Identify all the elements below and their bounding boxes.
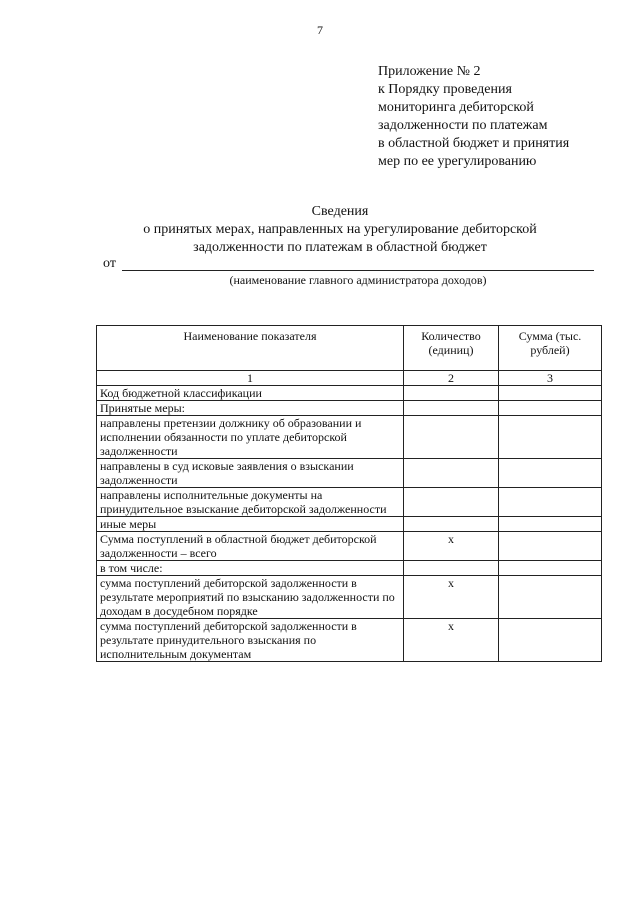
appendix-line: в областной бюджет и принятия [378, 136, 570, 151]
table-row [97, 416, 602, 459]
sum-cell [499, 517, 602, 532]
sum-cell [499, 532, 602, 561]
sum-cell [499, 416, 602, 459]
column-number-row [97, 371, 602, 386]
indicator-cell: направлены претензии должнику об образовании и исполнении обязанности по уплате дебиторской задолженности [97, 416, 404, 459]
indicator-cell: Сумма поступлений в областной бюджет дебиторской задолженности – всего [97, 532, 404, 561]
document-subtitle-line: о принятых мерах, направленных на урегулирование дебиторской [143, 222, 537, 237]
appendix-line: задолженности по платежам [378, 118, 548, 133]
from-label: от [103, 256, 116, 271]
quantity-cell [404, 517, 499, 532]
column-number: 1 [97, 371, 404, 386]
document-subtitle-line: задолженности по платежам в областной бюджет [193, 240, 487, 255]
quantity-cell [404, 459, 499, 488]
column-number: 3 [499, 371, 602, 386]
quantity-cell [404, 561, 499, 576]
indicator-cell: сумма поступлений дебиторской задолженности в результате принудительного взыскания по исполнительным документам [97, 619, 404, 662]
table-row [97, 561, 602, 576]
quantity-cell [404, 416, 499, 459]
indicator-cell: иные меры [97, 517, 404, 532]
sum-cell [499, 386, 602, 401]
table-row [97, 401, 602, 416]
report-table [96, 325, 602, 662]
appendix-line: мер по ее урегулированию [378, 154, 537, 169]
sum-cell [499, 401, 602, 416]
appendix-line: Приложение № 2 [378, 64, 481, 79]
document-heading [80, 203, 600, 257]
header-quantity: Количество (единиц) [404, 326, 499, 371]
quantity-cell [404, 386, 499, 401]
table-row [97, 576, 602, 619]
indicator-cell: направлены исполнительные документы на принудительное взыскание дебиторской задолженности [97, 488, 404, 517]
table-row [97, 532, 602, 561]
table-row [97, 517, 602, 532]
header-indicator: Наименование показателя [97, 326, 404, 371]
table-row [97, 488, 602, 517]
appendix-block [378, 63, 618, 171]
quantity-cell: х [404, 532, 499, 561]
sum-cell [499, 561, 602, 576]
table-row [97, 459, 602, 488]
indicator-cell: Принятые меры: [97, 401, 404, 416]
appendix-line: мониторинга дебиторской [378, 100, 534, 115]
sum-cell [499, 459, 602, 488]
document-title: Сведения [311, 204, 369, 219]
appendix-line: к Порядку проведения [378, 82, 512, 97]
quantity-cell: х [404, 619, 499, 662]
indicator-cell: направлены в суд исковые заявления о взыскании задолженности [97, 459, 404, 488]
sum-cell [499, 619, 602, 662]
administrator-caption: (наименование главного администратора доходов) [229, 273, 487, 287]
sum-cell [499, 576, 602, 619]
header-sum: Сумма (тыс. рублей) [499, 326, 602, 371]
indicator-cell: Код бюджетной классификации [97, 386, 404, 401]
table-header-row [97, 326, 602, 371]
table-row [97, 619, 602, 662]
indicator-cell: сумма поступлений дебиторской задолженности в результате мероприятий по взысканию задолженности по доходам в досудебном порядке [97, 576, 404, 619]
quantity-cell [404, 401, 499, 416]
page-number: 7 [317, 23, 323, 37]
quantity-cell: х [404, 576, 499, 619]
sum-cell [499, 488, 602, 517]
table-row [97, 386, 602, 401]
quantity-cell [404, 488, 499, 517]
column-number: 2 [404, 371, 499, 386]
administrator-fill-line [122, 270, 594, 271]
indicator-cell: в том числе: [97, 561, 404, 576]
